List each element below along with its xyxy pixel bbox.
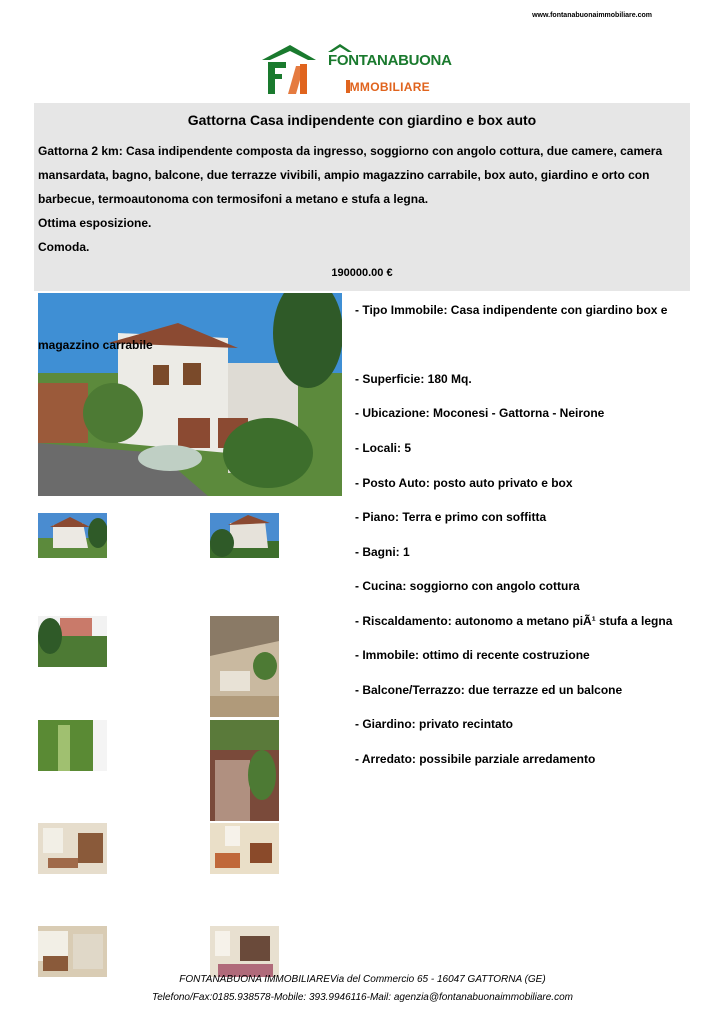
feature-item: - Piano: Terra e primo con soffitta (355, 510, 547, 524)
thumbnail-photo[interactable] (210, 926, 279, 977)
thumbnail-photo[interactable] (38, 616, 107, 667)
thumbnail-photo[interactable] (38, 926, 107, 977)
feature-tipo-immobile-cont: magazzino carrabile (38, 338, 153, 352)
feature-item: - Bagni: 1 (355, 545, 410, 559)
listing-description (38, 139, 678, 259)
feature-item: - Posto Auto: posto auto privato e box (355, 476, 573, 490)
thumbnail-photo[interactable] (210, 513, 279, 558)
description-paragraph: Gattorna 2 km: Casa indipendente composta da ingresso, soggiorno con angolo cottura, due camere, camera mansardata, bagno, balcone, due terrazze vivibili, ampio magazzino carrabile, box auto, giardino e orto con barbecue, termoautonoma con termosifoni a metano e stufa a legna. (38, 144, 663, 206)
logo-text-line2: IMMOBILIARE (346, 80, 430, 94)
feature-item: - Balcone/Terrazzo: due terrazze ed un balcone (355, 683, 623, 697)
description-paragraph: Ottima esposizione. (38, 216, 152, 230)
logo-text-line1: FONTANABUONA (328, 52, 452, 69)
footer-address: FONTANABUONA IMMOBILIAREVia del Commercio 65 - 16047 GATTORNA (GE) (179, 974, 546, 985)
listing-title: Gattorna Casa indipendente con giardino e box auto (187, 112, 537, 128)
listing-price: 190000.00 € (331, 267, 393, 279)
thumbnail-photo[interactable] (38, 720, 107, 771)
feature-tipo-immobile: - Tipo Immobile: Casa indipendente con giardino box e (355, 303, 668, 317)
feature-item: - Cucina: soggiorno con angolo cottura (355, 579, 580, 593)
feature-item: - Riscaldamento: autonomo a metano piÃ¹ stufa a legna (355, 614, 673, 628)
feature-item: - Ubicazione: Moconesi - Gattorna - Neirone (355, 406, 605, 420)
site-url[interactable]: www.fontanabuonaimmobiliare.com (532, 12, 652, 19)
description-paragraph: Comoda. (38, 240, 90, 254)
feature-item: - Giardino: privato recintato (355, 717, 514, 731)
feature-item: - Arredato: possibile parziale arredamento (355, 752, 596, 766)
footer-contacts: Telefono/Fax:0185.938578-Mobile: 393.9946116-Mail: agenzia@fontanabuonaimmobiliare.com (152, 992, 573, 1003)
thumbnail-photo[interactable] (210, 823, 279, 874)
main-house-photo[interactable] (38, 293, 342, 496)
feature-item: - Superficie: 180 Mq. (355, 372, 472, 386)
thumbnail-photo[interactable] (38, 513, 107, 558)
thumbnail-photo[interactable] (210, 616, 279, 717)
feature-item: - Immobile: ottimo di recente costruzione (355, 648, 590, 662)
thumbnail-photo[interactable] (210, 720, 279, 821)
feature-item: - Locali: 5 (355, 441, 412, 455)
thumbnail-photo[interactable] (38, 823, 107, 874)
